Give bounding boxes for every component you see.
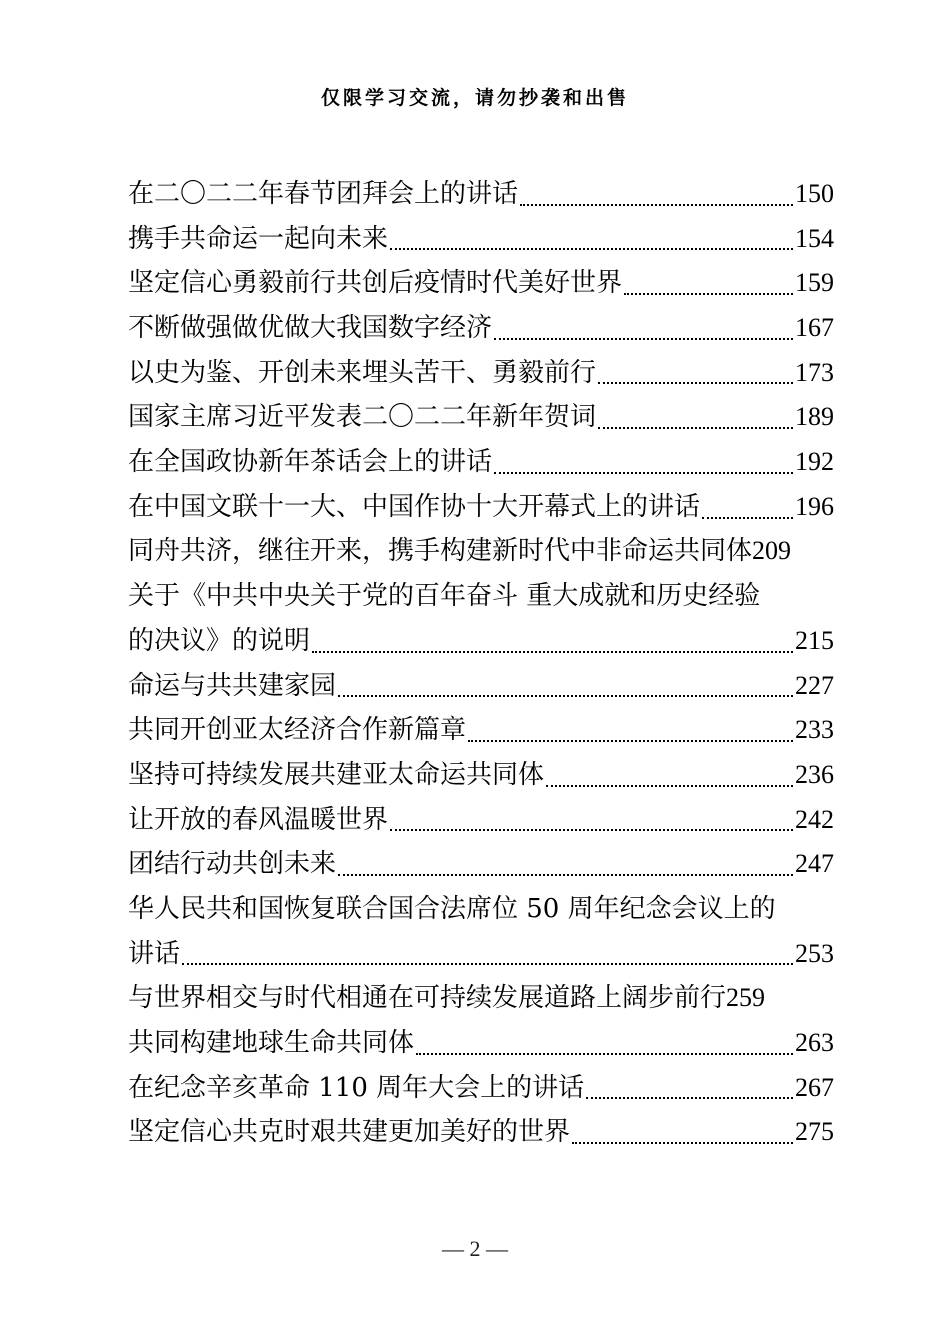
toc-entry-title-line1: 华人民共和国恢复联合国合法席位 50 周年纪念会议上的	[128, 894, 776, 924]
page-header: 仅限学习交流，请勿抄袭和出售	[320, 87, 629, 109]
toc-entry[interactable]	[128, 485, 834, 530]
toc-entry-page: 150	[795, 178, 834, 208]
dot-leader	[598, 426, 793, 429]
dot-leader	[586, 1096, 793, 1099]
toc-entry-title: 在全国政协新年茶话会上的讲话	[128, 447, 493, 478]
toc-entry[interactable]	[128, 976, 834, 1021]
dot-leader	[702, 516, 793, 519]
toc-entry-page: 236	[795, 759, 834, 789]
toc-entry-title: 在纪念辛亥革命 110 周年大会上的讲话	[128, 1072, 585, 1103]
toc-entry[interactable]	[128, 798, 834, 843]
toc-entry-page: 267	[795, 1072, 834, 1102]
toc-entry-page: 189	[795, 402, 834, 432]
dot-leader	[494, 337, 793, 340]
table-of-contents	[128, 172, 834, 1155]
toc-entry[interactable]	[128, 619, 834, 664]
toc-entry-title: 以史为鉴、开创未来埋头苦干、勇毅前行	[128, 357, 597, 388]
toc-entry-title: 命运与共共建家园	[128, 670, 337, 701]
toc-entry[interactable]	[128, 664, 834, 709]
toc-entry[interactable]	[128, 217, 834, 262]
toc-entry-title: 国家主席习近平发表二〇二二年新年贺词	[128, 402, 597, 433]
dot-leader	[390, 828, 793, 831]
toc-entry[interactable]	[128, 351, 834, 396]
toc-entry-page: 263	[795, 1028, 834, 1058]
toc-entry-title: 坚定信心共克时艰共建更加美好的世界	[128, 1117, 571, 1148]
dot-leader	[520, 203, 793, 206]
toc-entry[interactable]	[128, 1066, 834, 1111]
toc-entry-title: 坚定信心勇毅前行共创后疫情时代美好世界	[128, 268, 623, 299]
toc-entry-title: 团结行动共创未来	[128, 849, 337, 880]
toc-entry[interactable]	[128, 708, 834, 753]
page-number: — 2 —	[442, 1236, 508, 1261]
toc-entry[interactable]	[128, 1021, 834, 1066]
toc-entry[interactable]	[128, 306, 834, 351]
toc-entry-page: 159	[795, 268, 834, 298]
toc-entry[interactable]	[128, 261, 834, 306]
dot-leader	[182, 962, 793, 965]
toc-entry[interactable]	[128, 932, 834, 977]
toc-entry-title: 的决议》的说明	[128, 625, 311, 656]
toc-entry-page: 167	[795, 313, 834, 343]
dot-leader	[390, 247, 793, 250]
toc-entry[interactable]	[128, 395, 834, 440]
toc-entry-title-line1: 关于《中共中央关于党的百年奋斗 重大成就和历史经验	[128, 581, 761, 612]
toc-entry-title: 在中国文联十一大、中国作协十大开幕式上的讲话	[128, 491, 701, 522]
dot-leader	[416, 1052, 793, 1055]
toc-entry[interactable]	[128, 530, 834, 575]
toc-entry-title: 坚持可持续发展共建亚太命运共同体	[128, 759, 545, 790]
toc-entry-page: 154	[795, 223, 834, 253]
toc-entry-page: 215	[795, 625, 834, 655]
toc-entry-page: 196	[795, 491, 834, 521]
toc-entry-page: 227	[795, 670, 834, 700]
dot-leader	[468, 739, 793, 742]
toc-entry[interactable]	[128, 842, 834, 887]
toc-entry-first-line[interactable]	[128, 887, 834, 932]
toc-entry[interactable]	[128, 1110, 834, 1155]
toc-entry-page: 192	[795, 447, 834, 477]
dot-leader	[598, 381, 793, 384]
toc-entry-first-line[interactable]	[128, 574, 834, 619]
toc-entry-title: 携手共命运一起向未来	[128, 223, 389, 254]
toc-entry-page: 233	[795, 715, 834, 745]
toc-entry[interactable]	[128, 172, 834, 217]
dot-leader	[546, 784, 793, 787]
toc-entry-page: 209	[752, 536, 792, 566]
toc-entry-title: 共同开创亚太经济合作新篇章	[128, 715, 467, 746]
toc-entry-page: 247	[795, 849, 834, 879]
toc-entry[interactable]	[128, 440, 834, 485]
toc-entry-title: 不断做强做优做大我国数字经济	[128, 313, 493, 344]
toc-entry-page: 242	[795, 804, 834, 834]
toc-entry-page: 253	[795, 938, 834, 968]
dot-leader	[338, 873, 793, 876]
dot-leader	[624, 292, 793, 295]
toc-entry-title: 与世界相交与时代相通在可持续发展道路上阔步前行	[128, 983, 727, 1014]
toc-entry[interactable]	[128, 753, 834, 798]
dot-leader	[312, 650, 793, 653]
dot-leader	[338, 694, 793, 697]
toc-entry-title: 在二〇二二年春节团拜会上的讲话	[128, 178, 519, 209]
toc-entry-page: 275	[795, 1117, 834, 1147]
toc-entry-page: 259	[726, 983, 766, 1013]
dot-leader	[572, 1141, 793, 1144]
toc-entry-title: 同舟共济，继往开来，携手构建新时代中非命运共同体	[128, 536, 753, 567]
toc-entry-title: 让开放的春风温暖世界	[128, 804, 389, 835]
toc-entry-title: 讲话	[128, 938, 181, 969]
toc-entry-title: 共同构建地球生命共同体	[128, 1028, 415, 1059]
dot-leader	[494, 471, 793, 474]
toc-entry-page: 173	[795, 357, 834, 387]
